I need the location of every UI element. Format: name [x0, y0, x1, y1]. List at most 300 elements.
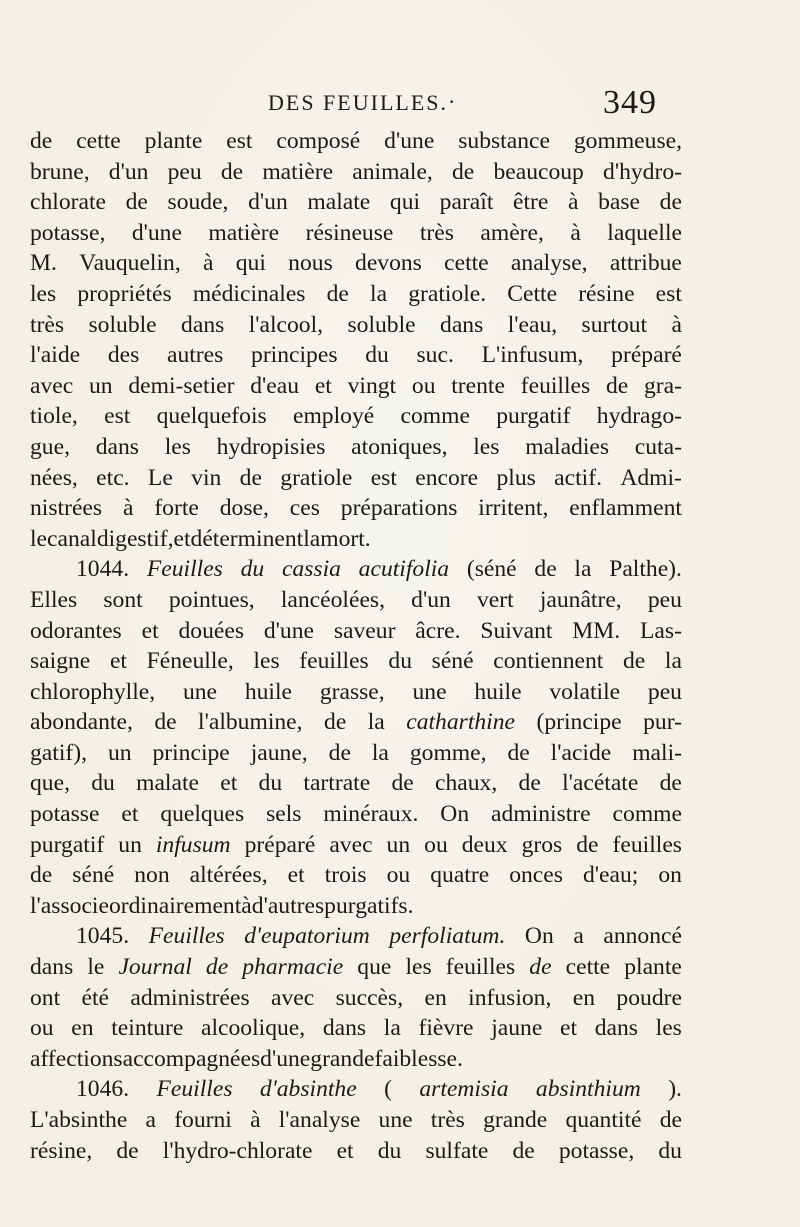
- word: les: [405, 954, 432, 981]
- word: peu: [167, 158, 202, 185]
- word: grande: [483, 1107, 548, 1133]
- word: contiennent: [493, 648, 604, 675]
- word: Feuilles: [156, 1076, 233, 1103]
- word: gra-: [644, 372, 682, 399]
- running-title: DES FEUILLES.: [268, 90, 448, 115]
- page-number: 349: [603, 84, 657, 121]
- word: cette: [76, 128, 121, 154]
- word: affections: [30, 1045, 123, 1072]
- word: est: [226, 128, 253, 154]
- word: la: [371, 739, 389, 766]
- word: du: [658, 1137, 682, 1164]
- word: paraît: [439, 189, 494, 216]
- word: de: [326, 280, 349, 307]
- word: attribue: [609, 250, 682, 277]
- word: purgatif: [496, 403, 571, 430]
- word: infusum: [155, 831, 231, 858]
- word: d'eau: [250, 372, 300, 399]
- word: peu: [647, 678, 682, 705]
- word: atoniques,: [351, 433, 448, 460]
- word: la: [574, 556, 592, 583]
- word: séné: [431, 648, 474, 675]
- text-line: [30, 187, 682, 218]
- text-line: [30, 126, 682, 157]
- text-line: [30, 983, 682, 1014]
- word: à: [203, 250, 214, 277]
- word: administrées: [130, 984, 250, 1011]
- word: à: [568, 189, 579, 216]
- word: animale,: [352, 158, 433, 185]
- word: un: [118, 831, 142, 858]
- word: dose,: [219, 495, 269, 522]
- word: est: [370, 464, 397, 491]
- word: purgatifs.: [324, 892, 414, 919]
- word: On: [524, 923, 554, 950]
- word: l'eau,: [507, 311, 558, 338]
- word: propriétés: [77, 280, 172, 307]
- text-line: [30, 554, 682, 585]
- word: est: [655, 280, 682, 307]
- word: non: [134, 862, 170, 889]
- text-line: [30, 310, 682, 341]
- text-line: [30, 1013, 682, 1044]
- word: minéraux.: [323, 801, 419, 828]
- word: dans: [322, 1015, 367, 1042]
- word: l'acide: [550, 739, 612, 766]
- word: à: [570, 219, 581, 246]
- word: préparé: [244, 831, 316, 858]
- word: la: [383, 1015, 401, 1042]
- word: l'aide: [30, 342, 81, 369]
- word: saveur: [333, 617, 396, 644]
- word: malate: [307, 189, 371, 216]
- word: avec: [271, 984, 315, 1011]
- word: pharmacie: [242, 954, 344, 981]
- word: les: [473, 433, 500, 460]
- word: plus: [496, 464, 536, 491]
- word: lancéolées,: [280, 586, 386, 613]
- word: d'eau;: [582, 862, 639, 889]
- word: huile: [474, 678, 522, 705]
- word: séné: [72, 862, 115, 889]
- word: l'associe: [30, 892, 109, 919]
- word: potasse,: [30, 219, 106, 246]
- word: résine,: [30, 1137, 93, 1164]
- body-text: [30, 126, 682, 1166]
- word: nistrées: [30, 495, 103, 522]
- word: encore: [415, 464, 479, 491]
- text-line: [30, 646, 682, 677]
- text-line: [30, 248, 682, 279]
- word: gommeuse,: [573, 128, 682, 154]
- word: l'analyse: [278, 1107, 361, 1133]
- word: de: [239, 464, 262, 491]
- word: gros: [521, 831, 563, 858]
- word: forte: [154, 495, 199, 522]
- word: être: [513, 189, 549, 216]
- word: absinthium: [535, 1076, 641, 1103]
- word: quatre: [430, 862, 490, 889]
- word: vingt: [347, 372, 397, 399]
- word: digestif,: [96, 525, 174, 552]
- text-line: [30, 860, 682, 891]
- word: la: [367, 709, 385, 736]
- word: soude,: [167, 189, 229, 216]
- word: de: [154, 709, 177, 736]
- word: a: [145, 1107, 156, 1133]
- word: en: [572, 984, 596, 1011]
- word: trente: [451, 372, 505, 399]
- word: et: [560, 1015, 578, 1042]
- word: des: [107, 342, 140, 369]
- word: et: [121, 801, 139, 828]
- word: en: [71, 1015, 94, 1042]
- word: deux: [461, 831, 508, 858]
- word: de: [512, 1137, 535, 1164]
- word: de: [507, 739, 530, 766]
- word: très: [30, 311, 65, 338]
- word: vin: [191, 464, 222, 491]
- word: On: [440, 801, 470, 828]
- word: trois: [324, 862, 367, 889]
- word: dans: [594, 1015, 638, 1042]
- word: pur-: [643, 709, 682, 736]
- word: sont: [103, 586, 143, 613]
- text-line: [30, 768, 682, 799]
- word: résine: [578, 280, 635, 307]
- word: très: [430, 1107, 465, 1133]
- header-dot: ·: [448, 89, 456, 114]
- word: d'absinthe: [259, 1076, 357, 1103]
- word: annoncé: [603, 923, 682, 950]
- text-line: [30, 891, 682, 922]
- text-line: [30, 952, 682, 983]
- word: laquelle: [607, 219, 682, 246]
- word: est: [104, 403, 131, 430]
- word: comme: [612, 801, 682, 828]
- text-line: [30, 738, 682, 769]
- word: tartrate: [303, 770, 371, 797]
- word: mort.: [320, 525, 371, 552]
- word: employé: [292, 403, 375, 430]
- word: feuilles: [299, 648, 369, 675]
- word: de: [452, 158, 475, 185]
- word: soluble: [347, 311, 416, 338]
- word: suc.: [416, 342, 454, 369]
- word: quelques: [160, 801, 245, 828]
- word: du: [388, 648, 412, 675]
- word: dans: [181, 311, 225, 338]
- word: qui: [235, 250, 266, 277]
- word: administre: [491, 801, 591, 828]
- word: la: [664, 648, 682, 675]
- word: Féneulle,: [146, 648, 234, 675]
- word: de: [328, 739, 351, 766]
- word: d'une: [260, 1045, 311, 1072]
- text-line: [30, 799, 682, 830]
- word: de: [518, 770, 541, 797]
- word: jaunâtre,: [539, 586, 622, 613]
- word: L'infusum,: [481, 342, 584, 369]
- word: substance: [458, 128, 550, 154]
- word: acutifolia: [358, 556, 450, 583]
- word: gomme,: [409, 739, 487, 766]
- word: un: [107, 739, 132, 766]
- word: et: [314, 372, 332, 399]
- word: Le: [147, 464, 173, 491]
- word: potasse,: [558, 1137, 635, 1164]
- word: irritent,: [478, 495, 549, 522]
- word: analyse,: [510, 250, 588, 277]
- word: du: [365, 342, 389, 369]
- word: grande: [310, 1045, 375, 1072]
- word: préparé: [611, 342, 682, 369]
- word: peu: [647, 586, 682, 613]
- word: principe: [152, 739, 230, 766]
- word: de: [534, 556, 557, 583]
- word: matière: [262, 158, 334, 185]
- word: potasse: [30, 801, 100, 828]
- word: qui: [389, 189, 421, 216]
- word: odorantes: [30, 617, 122, 644]
- word: plante: [624, 954, 682, 981]
- text-line: [30, 921, 682, 952]
- word: ordinairement: [108, 892, 242, 919]
- word: du: [91, 770, 115, 797]
- word: de: [30, 862, 53, 889]
- word: cassia: [281, 556, 341, 583]
- word: l'alcool,: [248, 311, 324, 338]
- word: amère,: [480, 219, 544, 246]
- word: alcoolique,: [201, 1015, 306, 1042]
- word: faiblesse.: [374, 1045, 463, 1072]
- word: d'un: [248, 189, 288, 216]
- text-line: [30, 830, 682, 861]
- word: feuilles: [445, 954, 516, 981]
- text-line: [30, 524, 682, 555]
- word: d'une: [131, 219, 182, 246]
- word: une: [412, 678, 447, 705]
- word: très: [419, 219, 454, 246]
- word: accompagnées: [122, 1045, 261, 1072]
- text-line: [30, 371, 682, 402]
- word: autres: [166, 342, 224, 369]
- word: du: [377, 1137, 402, 1164]
- word: Vauquelin,: [79, 250, 181, 277]
- text-line: [30, 157, 682, 188]
- word: quelquefois: [156, 403, 267, 430]
- word: âcre.: [415, 617, 461, 644]
- word: ou: [424, 831, 448, 858]
- word: catharthine: [406, 709, 516, 736]
- word: d'un: [411, 586, 451, 613]
- word: de: [576, 831, 599, 858]
- text-line: [30, 493, 682, 524]
- word: saigne: [30, 648, 91, 675]
- word: 1045.: [76, 923, 130, 950]
- word: une: [378, 1107, 413, 1133]
- word: les: [164, 433, 191, 460]
- word: hydrago-: [596, 403, 682, 430]
- word: de: [659, 189, 682, 216]
- word: d'un: [108, 158, 149, 185]
- word: ou: [411, 372, 436, 399]
- text-line: [30, 463, 682, 494]
- word: Cette: [507, 280, 558, 307]
- word: Admi-: [620, 464, 682, 491]
- word: de: [391, 770, 414, 797]
- word: (: [384, 1076, 392, 1103]
- word: Journal: [118, 954, 192, 981]
- word: Suivant: [480, 617, 553, 644]
- word: ont: [30, 984, 61, 1011]
- word: nous: [288, 250, 333, 277]
- word: de: [30, 128, 53, 154]
- word: huile: [244, 678, 293, 705]
- word: gue,: [30, 433, 70, 460]
- word: purgatif: [30, 831, 105, 858]
- word: pointues,: [168, 586, 255, 613]
- word: à: [250, 1107, 261, 1133]
- word: sels: [266, 801, 302, 828]
- word: feuilles: [520, 372, 591, 399]
- word: demi-setier: [128, 372, 235, 399]
- word: MM.: [572, 617, 621, 644]
- text-line: [30, 340, 682, 371]
- word: gratiole: [280, 464, 353, 491]
- word: gratiole.: [408, 280, 487, 307]
- word: d'une: [384, 128, 435, 154]
- word: composé: [276, 128, 361, 154]
- word: du: [258, 770, 283, 797]
- text-line: [30, 1105, 682, 1136]
- word: préparations: [340, 495, 458, 522]
- word: et: [141, 617, 159, 644]
- word: et: [336, 1137, 354, 1164]
- word: maladies: [525, 433, 610, 460]
- word: (principe: [536, 709, 622, 736]
- word: matière: [208, 219, 280, 246]
- word: un: [88, 372, 113, 399]
- word: grasse,: [319, 678, 385, 705]
- word: d'hydro-: [603, 158, 682, 185]
- word: jaune,: [250, 739, 308, 766]
- word: devons: [355, 250, 422, 277]
- word: Elles: [30, 586, 78, 613]
- word: teinture: [111, 1015, 184, 1042]
- word: du: [240, 556, 265, 583]
- word: volatile: [549, 678, 621, 705]
- word: déterminent: [190, 525, 304, 552]
- word: chaux,: [435, 770, 498, 797]
- word: Feuilles: [146, 556, 223, 583]
- word: sulfate: [425, 1137, 489, 1164]
- word: malate: [136, 770, 199, 797]
- word: dans: [440, 311, 484, 338]
- word: une: [182, 678, 218, 705]
- word: a: [573, 923, 584, 950]
- word: été: [81, 984, 110, 1011]
- word: médicinales: [192, 280, 306, 307]
- word: brune,: [30, 158, 90, 185]
- word: avec: [329, 831, 373, 858]
- word: de: [529, 954, 552, 981]
- word: en: [424, 984, 447, 1011]
- text-line: [30, 279, 682, 310]
- word: vert: [476, 586, 514, 613]
- word: d'eupatorium: [244, 923, 370, 950]
- word: chlorate: [30, 189, 106, 216]
- text-line: [30, 1074, 682, 1105]
- word: l'albumine,: [198, 709, 303, 736]
- word: canal: [47, 525, 97, 552]
- word: les: [30, 280, 57, 307]
- word: tiole,: [30, 403, 78, 430]
- word: et: [109, 648, 127, 675]
- word: et: [173, 525, 191, 552]
- word: comme: [400, 403, 470, 430]
- word: le: [30, 525, 48, 552]
- word: de: [605, 372, 629, 399]
- word: un: [386, 831, 411, 858]
- word: dans: [30, 954, 74, 981]
- word: douées: [178, 617, 245, 644]
- word: de: [622, 648, 646, 675]
- word: succès,: [335, 984, 404, 1011]
- word: résineuse: [305, 219, 394, 246]
- word: d'une: [263, 617, 314, 644]
- word: beaucoup: [493, 158, 584, 185]
- word: l'hydro-chlorate: [162, 1137, 313, 1164]
- text-line: [30, 218, 682, 249]
- word: que,: [30, 770, 70, 797]
- word: artemisia: [419, 1076, 509, 1103]
- word: dans: [95, 433, 139, 460]
- word: principes: [251, 342, 338, 369]
- word: Feuilles: [148, 923, 225, 950]
- word: et: [220, 770, 238, 797]
- word: de: [659, 770, 682, 797]
- text-line: [30, 707, 682, 738]
- word: on: [658, 862, 682, 889]
- word: fièvre: [418, 1015, 474, 1042]
- word: de: [125, 189, 148, 216]
- word: d'autres: [251, 892, 325, 919]
- word: ou: [386, 862, 411, 889]
- text-line: [30, 1044, 682, 1075]
- word: Palthe).: [609, 556, 682, 583]
- word: cette: [565, 954, 611, 981]
- text-line: [30, 616, 682, 647]
- word: de: [205, 954, 229, 981]
- word: Las-: [640, 617, 682, 644]
- word: 1046.: [76, 1076, 130, 1103]
- word: ces: [289, 495, 320, 522]
- word: les: [253, 648, 280, 675]
- word: la: [303, 525, 321, 552]
- word: cette: [444, 250, 489, 277]
- word: à: [122, 495, 134, 522]
- word: cuta-: [634, 433, 682, 460]
- word: infusion,: [468, 984, 552, 1011]
- text-line: [30, 432, 682, 463]
- word: abondante,: [30, 709, 133, 736]
- word: onces: [509, 862, 563, 889]
- word: poudre: [616, 984, 682, 1011]
- word: altérées,: [189, 862, 268, 889]
- word: gatif),: [30, 739, 87, 766]
- word: avec: [30, 372, 74, 399]
